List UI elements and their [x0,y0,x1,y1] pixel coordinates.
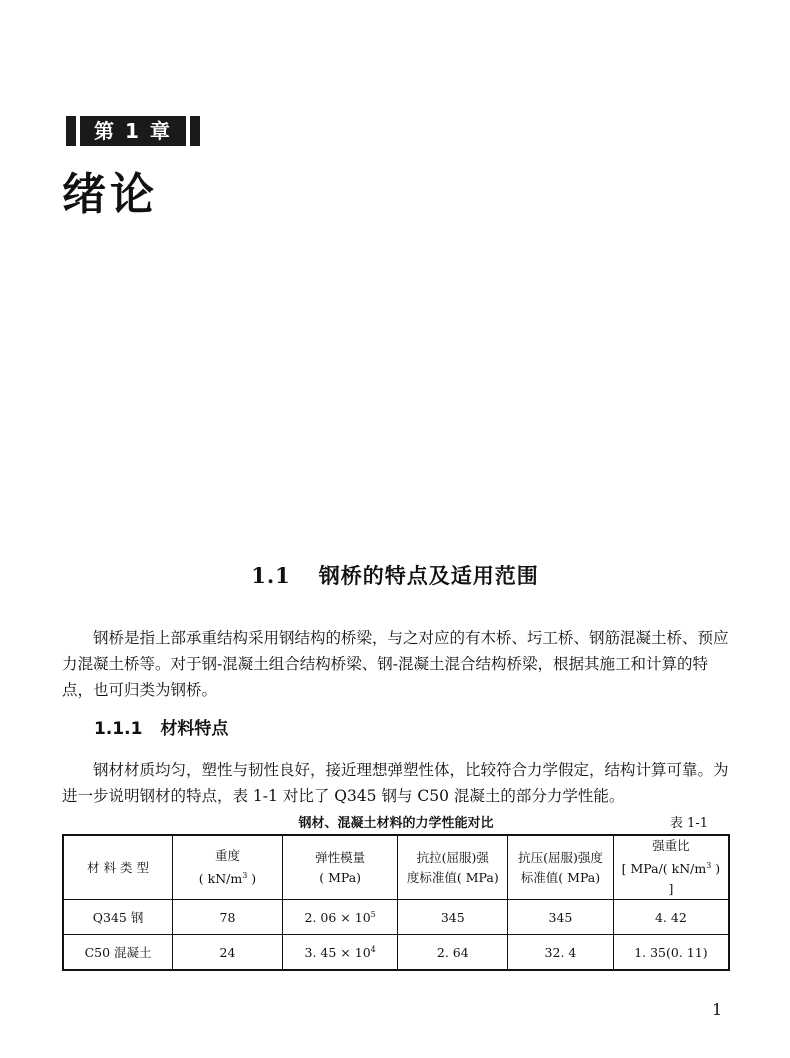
header-ratio: 强重比 [ MPa/( $kN/m^3$ ) ] [613,835,729,900]
header-tension: 抗拉(屈服)强 度标准值( MPa) [398,835,508,900]
cell-compression: 345 [508,900,614,935]
header-modulus: 弹性模量 ( MPa) [282,835,398,900]
table-header-row [63,835,729,900]
cell-weight: 78 [173,900,283,935]
chapter-label: 第 1 章 [80,116,186,146]
subsection-heading [94,714,228,739]
table-row [63,935,729,971]
band-bar-left [66,116,76,146]
header-compression: 抗压(屈服)强度 标准值( MPa) [508,835,614,900]
section-heading [0,560,790,590]
subsection-number: 1.1.1 [94,719,143,739]
band-bar-right [190,116,200,146]
cell-compression: 32. 4 [508,935,614,971]
chapter-title: 绪论 [62,169,158,220]
cell-weight: 24 [173,935,283,971]
header-weight: 重度 ( $kN/m^3$ ) [173,835,283,900]
cell-modulus: 3. $45 \times 10^4$ [282,935,398,971]
subsection-title: 材料特点 [160,719,229,739]
table-number: 表 1-1 [669,816,708,831]
intro-paragraph: 钢桥是指上部承重结构采用钢结构的桥梁，与之对应的有木桥、圬工桥、钢筋混凝土桥、预应力混凝土桥等。对于钢-混凝土组合结构桥梁、钢-混凝土混合结构桥梁，根据其施工和计算的特点，也可归类为钢桥。 [62,629,729,699]
properties-table [62,834,730,971]
header-material: 材 料 类 型 [63,835,173,900]
table-caption [62,812,730,830]
cell-ratio: 1. 35(0. 11) [613,935,729,971]
cell-material: Q345 钢 [63,900,173,935]
section-title: 钢桥的特点及适用范围 [318,563,539,588]
page-number: 1 [712,1000,723,1019]
table-row [63,900,729,935]
table-title: 钢材、混凝土材料的力学性能对比 [298,816,494,831]
cell-tension: 345 [398,900,508,935]
chapter-band [66,116,200,146]
cell-modulus: 2. $06 \times 10^5$ [282,900,398,935]
section-number: 1.1 [251,563,291,588]
cell-tension: 2. 64 [398,935,508,971]
cell-material: C50 混凝土 [63,935,173,971]
cell-ratio: 4. 42 [613,900,729,935]
material-paragraph: 钢材材质均匀，塑性与韧性良好，接近理想弹塑性体，比较符合力学假定，结构计算可靠。为进一步说明钢材的特点，表 1-1 对比了 Q345 钢与 C50 混凝土的部分力学性能。 [62,761,729,805]
